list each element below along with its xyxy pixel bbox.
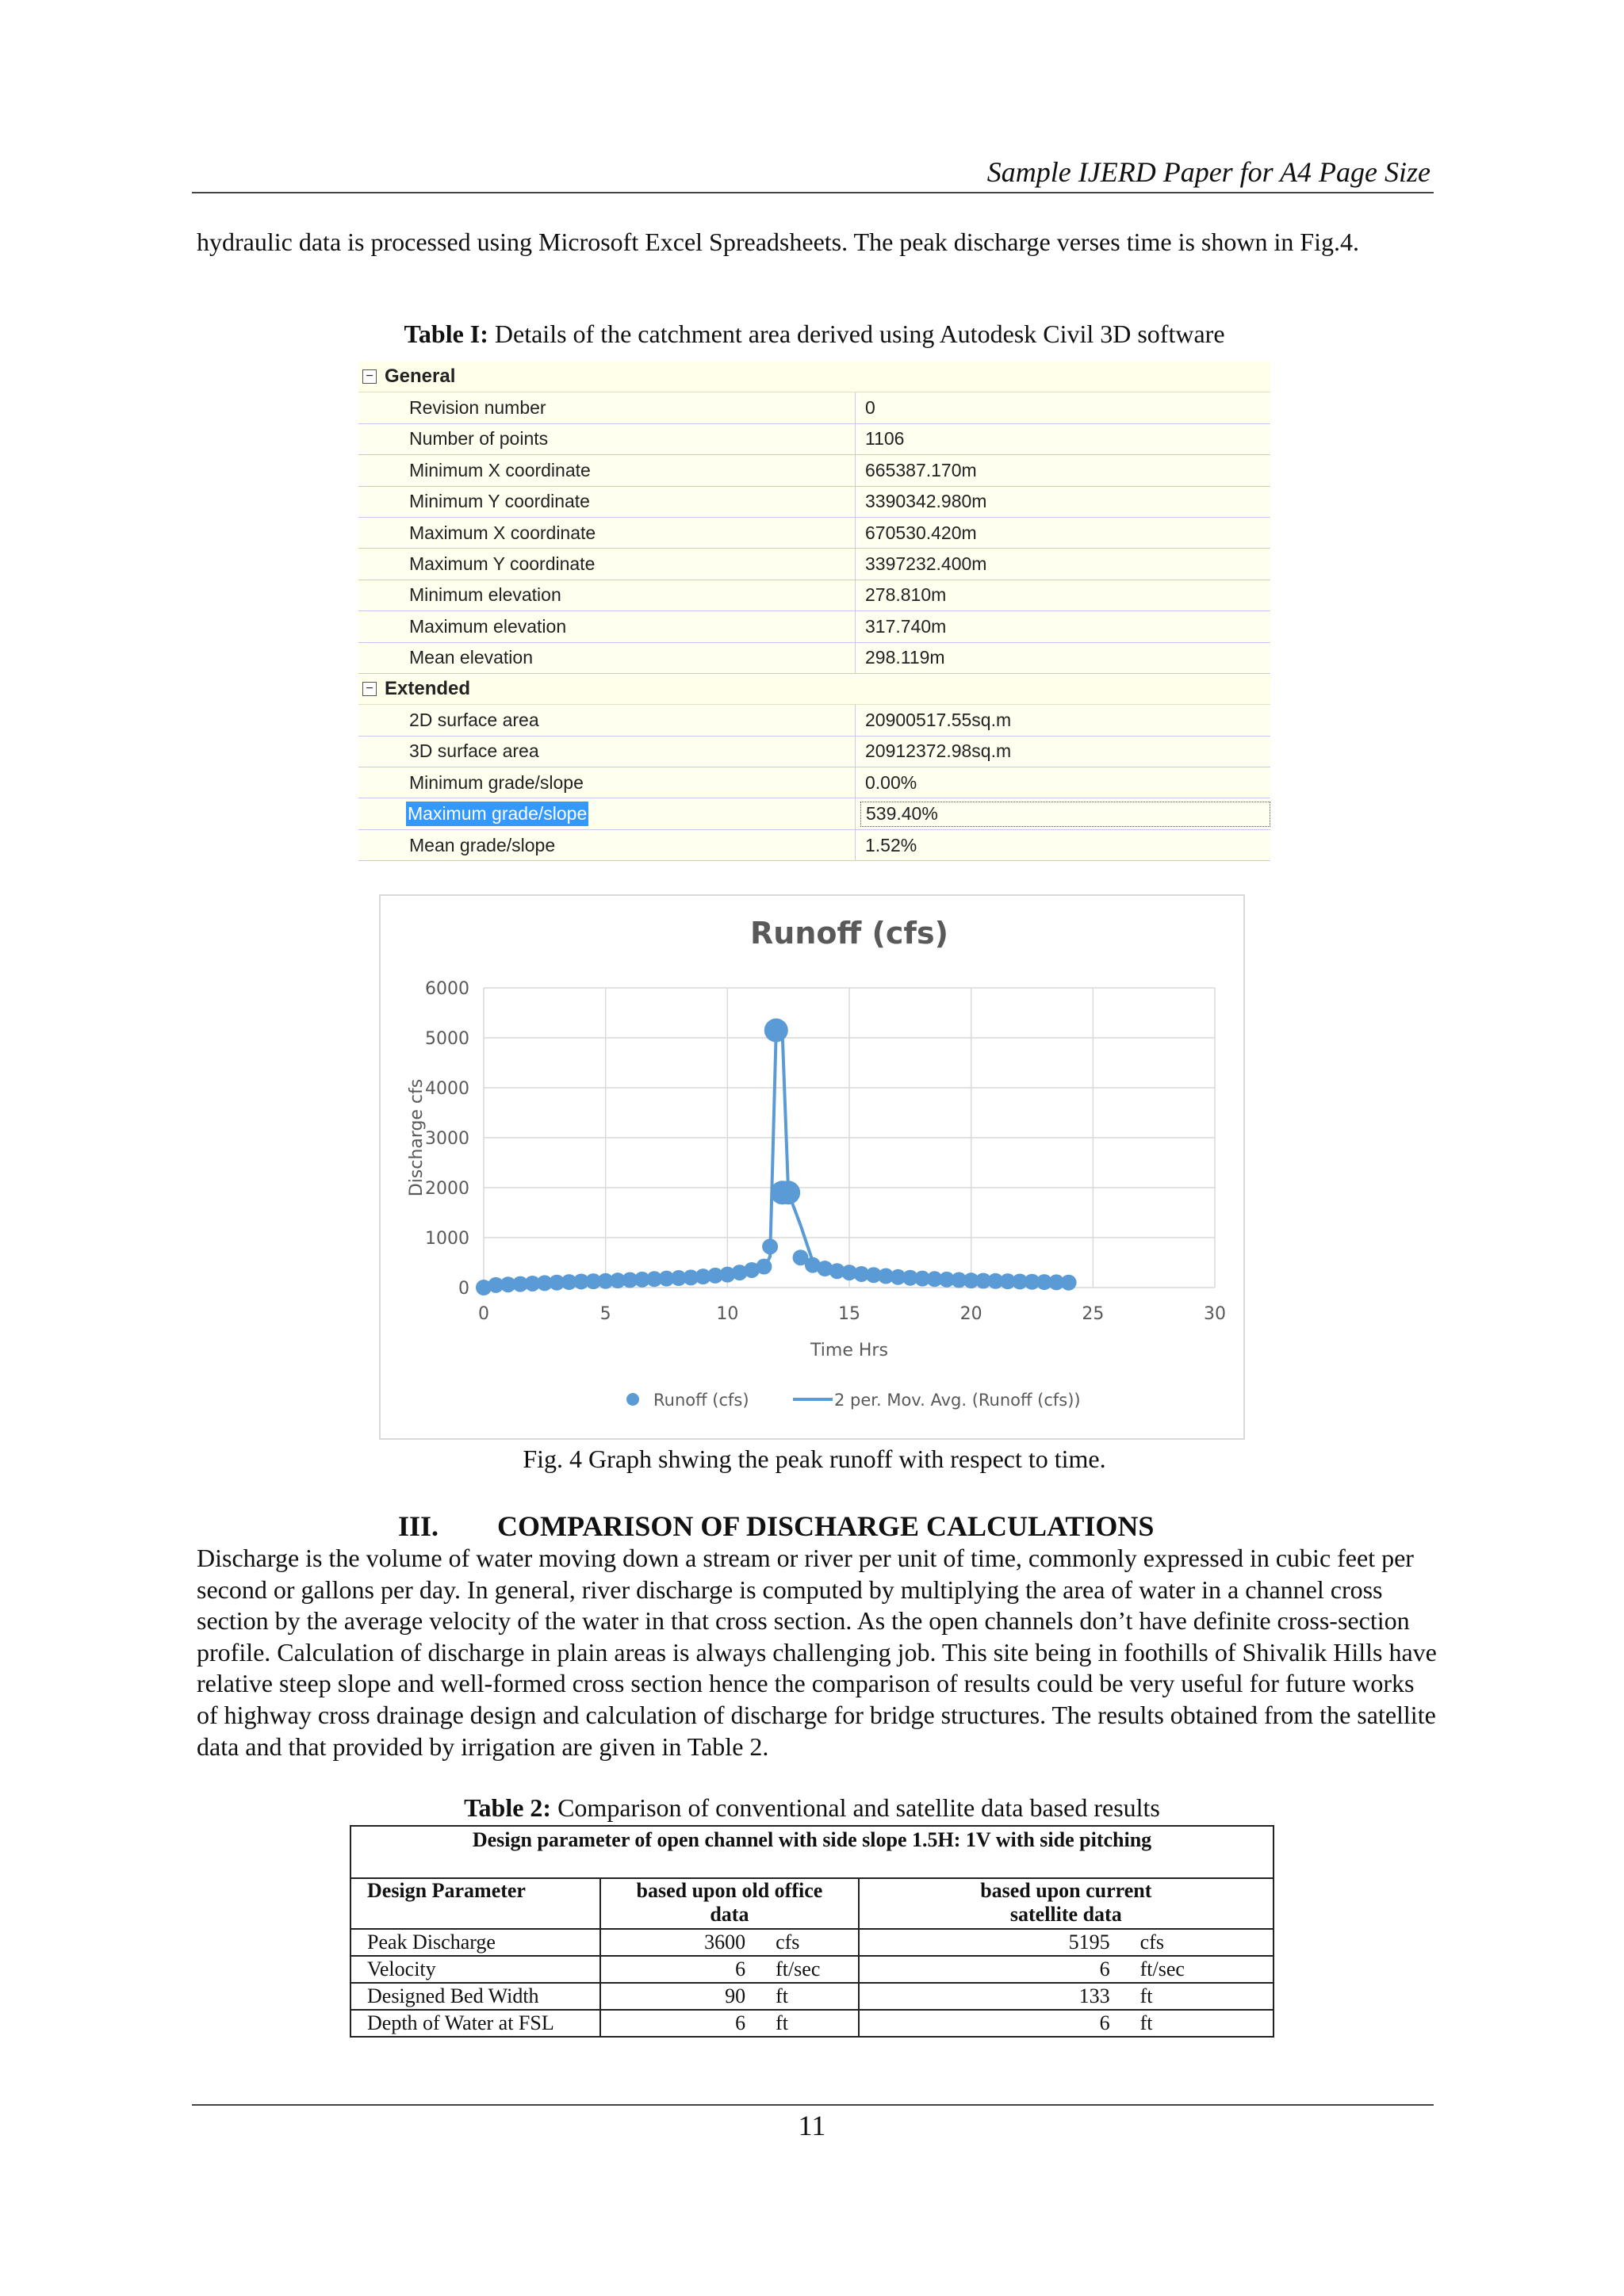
table2-old-value: 6: [600, 1956, 761, 1983]
running-header: Sample IJERD Paper for A4 Page Size: [986, 156, 1431, 188]
chart-title: Runoff (cfs): [750, 916, 948, 951]
table2-caption: [350, 1793, 1274, 1823]
table2-old-unit: cfs: [761, 1929, 859, 1956]
table2-old-unit: ft/sec: [761, 1956, 859, 1983]
property-group-name: General: [385, 365, 456, 388]
table-row: [350, 1929, 1274, 1956]
property-row[interactable]: [358, 487, 1270, 518]
property-value: 3397232.400m: [865, 553, 987, 575]
property-key: Maximum elevation: [409, 615, 567, 637]
footer-rule: [192, 2104, 1434, 2106]
table2-banner-row: [350, 1826, 1274, 1878]
section-body: Discharge is the volume of water moving down a stream or river per unit of time, commonly expressed in cubic feet per second or gallons per day. In general, river discharge is computed by multiplying the area of water in a channel cross section by the average velocity of the water in that cross section. As the open channels don’t have definite cross-section profile. Calculation of discharge in plain areas is always challenging job. This site being in foothills of Shivalik Hills have relative steep slope and well-formed cross section hence the comparison of results could be very useful for future works of highway cross drainage design and calculation of discharge for bridge structures. The results obtained from the satellite data and that provided by irrigation are given in Table 2.: [197, 1544, 1437, 1761]
table1-caption-text: Details of the catchment area derived using Autodesk Civil 3D software: [488, 320, 1225, 348]
property-key-cell: [358, 705, 856, 735]
property-key: Revision number: [409, 397, 546, 419]
table1-caption-label: Table I:: [404, 320, 488, 348]
runoff-data-point: [762, 1238, 778, 1254]
property-key: Minimum elevation: [409, 584, 561, 606]
table2-old-unit: ft: [761, 1983, 859, 2010]
y-tick-label: 6000: [425, 979, 469, 999]
table2-new-unit: ft/sec: [1126, 1956, 1274, 1983]
property-value: 670530.420m: [865, 522, 977, 543]
property-value-cell: [856, 487, 1270, 517]
y-tick-label: 2000: [425, 1179, 469, 1199]
property-row[interactable]: [358, 767, 1270, 798]
y-tick-label: 0: [458, 1279, 469, 1299]
property-key: Minimum Y coordinate: [409, 491, 590, 512]
property-value-cell: [856, 518, 1270, 548]
table2-old-unit: ft: [761, 2010, 859, 2037]
header-rule: [192, 192, 1434, 193]
property-row[interactable]: [358, 611, 1270, 642]
property-key-cell: [358, 830, 856, 860]
y-tick-label: 3000: [425, 1129, 469, 1149]
y-tick-label: 4000: [425, 1079, 469, 1099]
runoff-data-point: [776, 1181, 800, 1204]
property-key-cell: [358, 518, 856, 548]
table2-header-param: Design Parameter: [350, 1878, 600, 1929]
table2-new-value: 5195: [859, 1929, 1126, 1956]
property-key-cell: [358, 767, 856, 798]
table1-caption: [358, 320, 1270, 349]
property-key: Minimum grade/slope: [409, 771, 584, 793]
property-row[interactable]: [358, 830, 1270, 861]
catchment-properties-table: [358, 362, 1270, 861]
table2-caption-text: Comparison of conventional and satellite data based results: [551, 1793, 1160, 1822]
y-tick-label: 5000: [425, 1029, 469, 1049]
runoff-chart-svg: [381, 896, 1243, 1438]
table2-caption-label: Table 2:: [464, 1793, 552, 1822]
table2-new-unit: cfs: [1126, 1929, 1274, 1956]
property-key-cell: [358, 424, 856, 454]
property-value-cell: [856, 798, 1270, 828]
table2-new-value: 133: [859, 1983, 1126, 2010]
property-key-cell: [358, 611, 856, 641]
table2-old-value: 90: [600, 1983, 761, 2010]
property-value: 539.40%: [860, 802, 1270, 827]
property-row[interactable]: [358, 518, 1270, 549]
property-value: 20900517.55sq.m: [865, 709, 1012, 730]
property-value-cell: [856, 424, 1270, 454]
property-value: 1.52%: [865, 834, 917, 855]
section-title: COMPARISON OF DISCHARGE CALCULATIONS: [497, 1510, 1155, 1542]
property-value-cell: [856, 549, 1270, 579]
property-key-cell: [358, 580, 856, 610]
x-tick-label: 30: [1204, 1304, 1226, 1324]
table2-param-cell: Designed Bed Width: [350, 1983, 600, 2010]
property-value: 1106: [865, 428, 905, 450]
property-key-cell: [358, 487, 856, 517]
property-value-cell: [856, 737, 1270, 767]
y-tick-label: 1000: [425, 1229, 469, 1249]
table-row: [350, 1956, 1274, 1983]
moving-average-line: [496, 1031, 1068, 1287]
property-row[interactable]: [358, 737, 1270, 767]
property-key-cell: [358, 737, 856, 767]
table2-header-new: based upon current satellite data: [859, 1878, 1274, 1929]
table2-new-unit: ft: [1126, 2010, 1274, 2037]
x-tick-label: 5: [599, 1304, 611, 1324]
property-value: 317.740m: [865, 615, 947, 637]
y-axis-label: Discharge cfs: [407, 1078, 427, 1197]
table2-param-cell: Velocity: [350, 1956, 600, 1983]
page-number: 11: [798, 2110, 826, 2141]
table2-old-value: 6: [600, 2010, 761, 2037]
property-value: 3390342.980m: [865, 491, 987, 512]
table2-header-old: based upon old office data: [600, 1878, 858, 1929]
property-group-header[interactable]: [358, 674, 1270, 705]
property-value-cell: [856, 611, 1270, 641]
intro-paragraph: hydraulic data is processed using Microsoft Excel Spreadsheets. The peak discharge verses time is shown in Fig.4.: [197, 228, 1360, 256]
property-row[interactable]: [358, 392, 1270, 423]
property-key: Mean elevation: [409, 647, 533, 668]
property-value-cell: [856, 580, 1270, 610]
property-key: Maximum grade/slope: [406, 802, 588, 826]
table2-new-value: 6: [859, 2010, 1126, 2037]
table2-banner: Design parameter of open channel with side slope 1.5H: 1V with side pitching: [350, 1826, 1274, 1878]
property-value: 20912372.98sq.m: [865, 740, 1012, 762]
x-tick-label: 0: [478, 1304, 489, 1324]
fig4-caption: Fig. 4 Graph shwing the peak runoff with respect to time.: [523, 1445, 1106, 1473]
table2-header-row: [350, 1878, 1274, 1929]
property-key: Mean grade/slope: [409, 834, 556, 855]
runoff-chart: [379, 894, 1245, 1440]
property-row[interactable]: [358, 549, 1270, 580]
runoff-data-point: [1061, 1275, 1077, 1291]
property-value: 665387.170m: [865, 459, 977, 480]
runoff-data-point: [764, 1019, 788, 1043]
property-value: 298.119m: [865, 647, 945, 668]
collapse-toggle-icon[interactable]: −: [362, 369, 377, 384]
table-row: [350, 2010, 1274, 2037]
property-row[interactable]: [358, 643, 1270, 674]
table2-new-unit: ft: [1126, 1983, 1274, 2010]
property-key: Maximum X coordinate: [409, 522, 596, 543]
property-group-name: Extended: [385, 678, 471, 700]
property-value-cell: [856, 705, 1270, 735]
comparison-table: [350, 1825, 1274, 2038]
property-row[interactable]: [358, 705, 1270, 736]
legend-marker-runoff: [626, 1393, 639, 1406]
property-row[interactable]: [358, 798, 1270, 829]
property-key: Minimum X coordinate: [409, 459, 591, 480]
property-value-cell: [856, 643, 1270, 673]
property-key: Maximum Y coordinate: [409, 553, 596, 575]
x-tick-label: 25: [1082, 1304, 1105, 1324]
property-row[interactable]: [358, 455, 1270, 486]
x-tick-label: 20: [959, 1304, 982, 1324]
table-row: [350, 1983, 1274, 2010]
property-key-cell: [358, 455, 856, 485]
property-value-cell: [856, 392, 1270, 423]
property-key: 2D surface area: [409, 709, 539, 730]
table2-param-cell: Depth of Water at FSL: [350, 2010, 600, 2037]
x-tick-label: 10: [716, 1304, 739, 1324]
section-heading: [398, 1510, 1270, 1543]
table2-old-value: 3600: [600, 1929, 761, 1956]
collapse-toggle-icon[interactable]: −: [362, 682, 377, 696]
property-value-cell: [856, 455, 1270, 485]
x-axis-label: Time Hrs: [810, 1341, 888, 1360]
property-key: Number of points: [409, 428, 549, 450]
property-row[interactable]: [358, 424, 1270, 455]
property-value: 0: [865, 397, 875, 419]
property-value: 0.00%: [865, 771, 917, 793]
x-tick-label: 15: [838, 1304, 860, 1324]
table2-new-value: 6: [859, 1956, 1126, 1983]
section-number: III.: [398, 1510, 439, 1542]
table2-param-cell: Peak Discharge: [350, 1929, 600, 1956]
runoff-data-point: [756, 1259, 772, 1275]
property-group-header[interactable]: [358, 362, 1270, 392]
property-value-cell: [856, 767, 1270, 798]
property-key-cell: [358, 643, 856, 673]
legend-label-runoff: Runoff (cfs): [653, 1391, 749, 1410]
property-row[interactable]: [358, 580, 1270, 611]
property-key-cell: [358, 392, 856, 423]
property-key: 3D surface area: [409, 740, 539, 762]
property-key-cell: [358, 549, 856, 579]
property-key-cell: [358, 798, 856, 828]
property-value: 278.810m: [865, 584, 947, 606]
legend-label-moving-average: 2 per. Mov. Avg. (Runoff (cfs)): [834, 1391, 1081, 1410]
property-value-cell: [856, 830, 1270, 860]
